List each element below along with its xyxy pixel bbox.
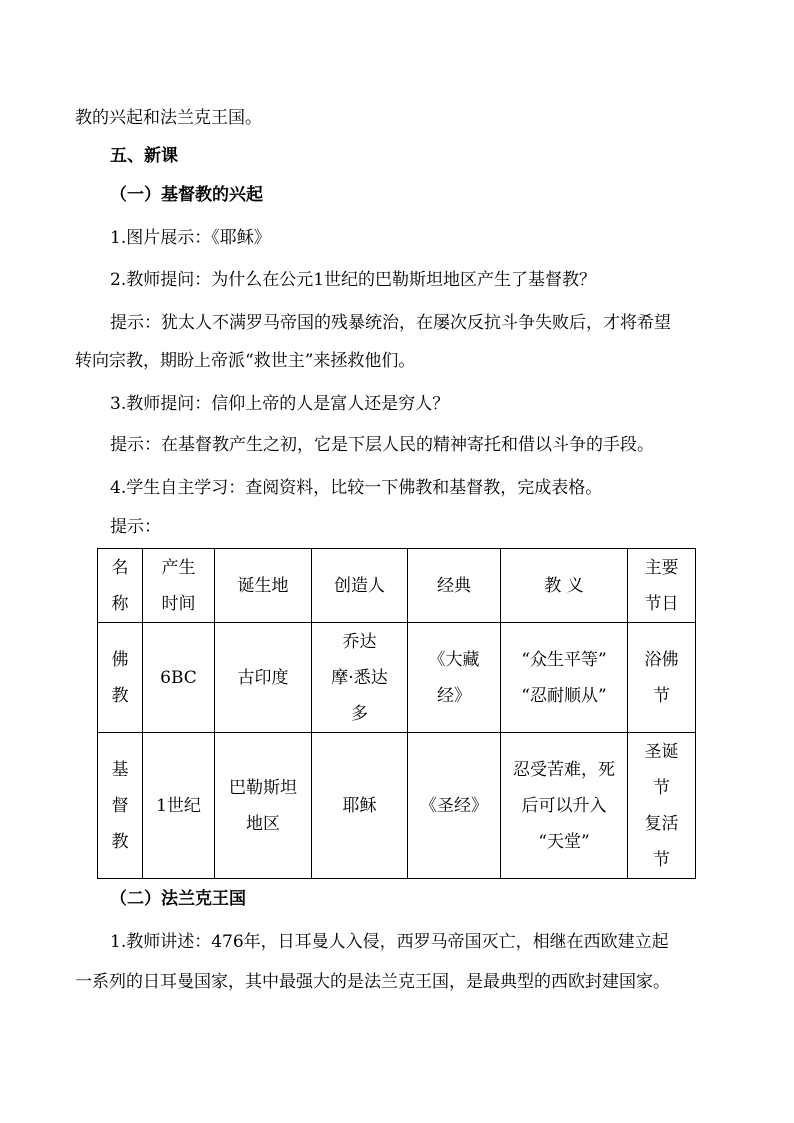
cell-doctrine: 忍受苦难，死 后可以升入 “天堂” bbox=[501, 733, 628, 879]
cell-festivals: 圣诞 节 复活 节 bbox=[628, 733, 696, 879]
section-heading-new-lesson: 五、新课 bbox=[110, 146, 178, 166]
header-name: 名 称 bbox=[98, 549, 143, 623]
subsection-heading-frankish-kingdom: （二）法兰克王国 bbox=[110, 889, 246, 909]
cell-scripture: 《圣经》 bbox=[408, 733, 501, 879]
cell-name: 佛 教 bbox=[98, 623, 143, 733]
item-2-answer-line2: 转向宗教，期盼上帝派“救世主”来拯救他们。 bbox=[75, 351, 416, 371]
table-header-row bbox=[98, 549, 696, 623]
header-founder: 创造人 bbox=[312, 549, 408, 623]
cell-founder: 耶稣 bbox=[312, 733, 408, 879]
item-2-question: 2.教师提问：为什么在公元1世纪的巴勒斯坦地区产生了基督教？ bbox=[110, 270, 597, 290]
table-hint-label: 提示： bbox=[110, 517, 161, 537]
comparison-table bbox=[97, 548, 696, 879]
cell-time: 1世纪 bbox=[143, 733, 215, 879]
frankish-paragraph-line1: 1.教师讲述：476年，日耳曼人入侵，西罗马帝国灭亡，相继在西欧建立起 bbox=[110, 932, 669, 952]
cell-time: 6BC bbox=[143, 623, 215, 733]
header-scripture: 经典 bbox=[408, 549, 501, 623]
item-2-answer-line1: 提示：犹太人不满罗马帝国的残暴统治，在屡次反抗斗争失败后，才将希望 bbox=[110, 313, 671, 333]
header-time: 产生 时间 bbox=[143, 549, 215, 623]
cell-scripture: 《大藏 经》 bbox=[408, 623, 501, 733]
header-festivals: 主要 节日 bbox=[628, 549, 696, 623]
cell-name: 基 督 教 bbox=[98, 733, 143, 879]
cell-birthplace: 巴勒斯坦 地区 bbox=[215, 733, 312, 879]
header-birthplace: 诞生地 bbox=[215, 549, 312, 623]
item-4-task: 4.学生自主学习：查阅资料，比较一下佛教和基督教，完成表格。 bbox=[110, 478, 603, 498]
item-3-answer: 提示：在基督教产生之初，它是下层人民的精神寄托和借以斗争的手段。 bbox=[110, 435, 654, 455]
table-row-christianity bbox=[98, 733, 696, 879]
cell-doctrine: “众生平等” “忍耐顺从” bbox=[501, 623, 628, 733]
header-doctrine: 教 义 bbox=[501, 549, 628, 623]
subsection-heading-christianity: （一）基督教的兴起 bbox=[110, 185, 263, 205]
paragraph-continuation: 教的兴起和法兰克王国。 bbox=[75, 108, 262, 128]
item-3-question: 3.教师提问：信仰上帝的人是富人还是穷人？ bbox=[110, 394, 450, 414]
cell-founder: 乔达 摩·悉达 多 bbox=[312, 623, 408, 733]
cell-festivals: 浴佛 节 bbox=[628, 623, 696, 733]
item-1-picture: 1.图片展示：《耶稣》 bbox=[110, 228, 271, 248]
cell-birthplace: 古印度 bbox=[215, 623, 312, 733]
table-row-buddhism bbox=[98, 623, 696, 733]
frankish-paragraph-line2: 一系列的日耳曼国家，其中最强大的是法兰克王国，是最典型的西欧封建国家。 bbox=[75, 972, 670, 992]
